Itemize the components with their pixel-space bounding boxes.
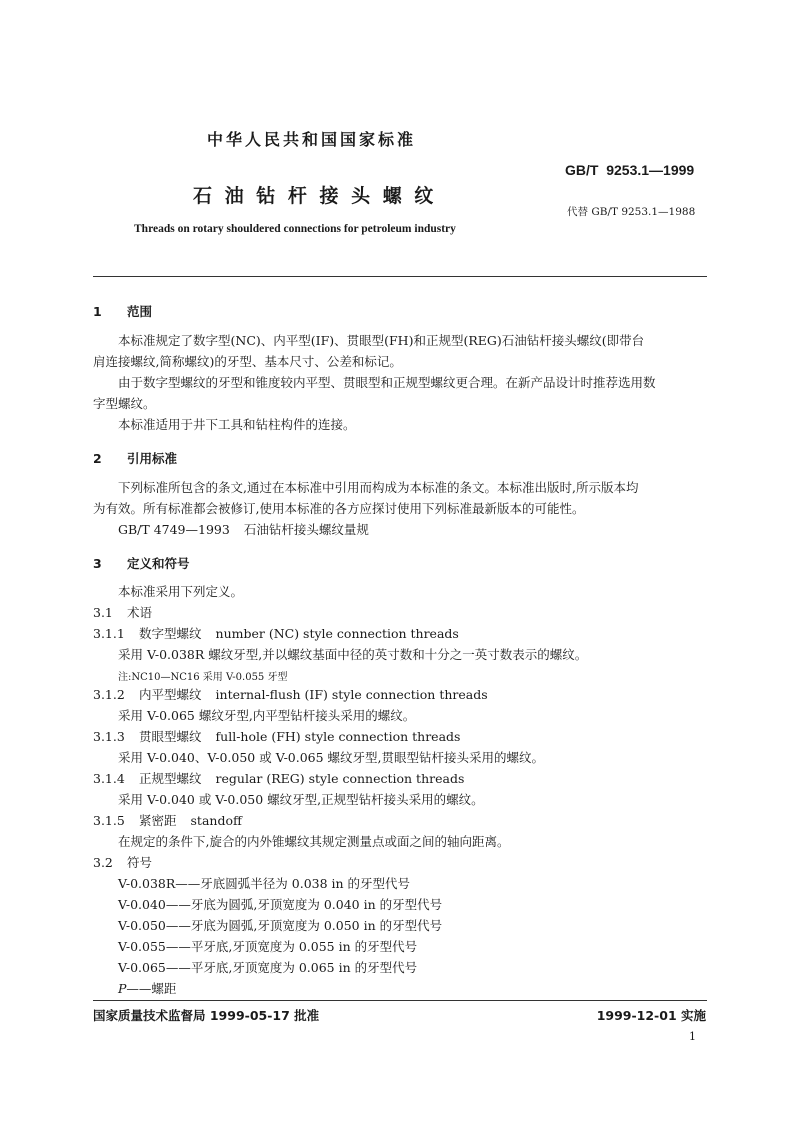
referenced-standard — [118, 520, 369, 540]
definition-number: 3.1.3 — [93, 729, 125, 744]
implementation-date: 1999-12-01 实施 — [596, 1008, 706, 1023]
subsection-3-2 — [93, 853, 152, 873]
section-2-heading — [93, 449, 177, 467]
definition-3-1-1-heading — [93, 624, 459, 644]
definition-number: 3.1.4 — [93, 771, 125, 786]
footer-divider — [93, 1000, 707, 1001]
subsection-3-1 — [93, 603, 152, 623]
definition-term-en: regular (REG) style connection threads — [215, 771, 465, 786]
definition-term-en: full-hole (FH) style connection threads — [215, 729, 461, 744]
definition-3-1-5-heading — [93, 811, 242, 831]
definition-term: 紧密距 — [139, 813, 177, 828]
document-title-cn: 石 油 钻 杆 接 头 螺 纹 — [193, 185, 437, 207]
approval-line: 国家质量技术监督局 1999-05-17 批准 — [93, 1008, 320, 1023]
subsection-number: 3.2 — [93, 855, 113, 870]
definition-3-1-3-heading — [93, 727, 460, 747]
definition-term: 内平型螺纹 — [139, 687, 202, 702]
s1-paragraph-1b: 肩连接螺纹,简称螺纹)的牙型、基本尺寸、公差和标记。 — [93, 354, 402, 369]
s1-paragraph-3: 本标准适用于井下工具和钻柱构件的连接。 — [118, 417, 356, 432]
section-number: 3 — [93, 556, 102, 571]
definition-number: 3.1.1 — [93, 626, 125, 641]
symbol-item: V-0.050——牙底为圆弧,牙顶宽度为 0.050 in 的牙型代号 — [118, 918, 443, 933]
section-3-heading — [93, 554, 190, 572]
standard-number: GB/T 9253.1—1999 — [565, 162, 695, 178]
definition-number: 3.1.5 — [93, 813, 125, 828]
ref-code: GB/T 4749—1993 — [118, 522, 230, 537]
definition-3-1-5-desc: 在规定的条件下,旋合的内外锥螺纹其规定测量点或面之间的轴向距离。 — [118, 834, 510, 849]
symbol-item: V-0.065——平牙底,牙顶宽度为 0.065 in 的牙型代号 — [118, 960, 418, 975]
definition-term-en: internal-flush (IF) style connection threads — [215, 687, 488, 702]
s2-paragraph-1a: 下列标准所包含的条文,通过在本标准中引用而构成为本标准的条文。本标准出版时,所示版本均 — [118, 480, 639, 495]
section-title: 范围 — [127, 304, 153, 319]
definition-3-1-4-heading — [93, 769, 464, 789]
definition-term: 数字型螺纹 — [139, 626, 202, 641]
definition-3-1-3-desc: 采用 V-0.040、V-0.050 或 V-0.065 螺纹牙型,贯眼型钻杆接头采用的螺纹。 — [118, 750, 545, 765]
s1-paragraph-1a: 本标准规定了数字型(NC)、内平型(IF)、贯眼型(FH)和正规型(REG)石油钻杆接头螺纹(即带台 — [118, 333, 645, 348]
definition-term-en: number (NC) style connection threads — [215, 626, 459, 641]
definition-3-1-1-note: 注:NC10—NC16 采用 V-0.055 牙型 — [118, 672, 288, 683]
s2-paragraph-1b: 为有效。所有标准都会被修订,使用本标准的各方应探讨使用下列标准最新版本的可能性。 — [93, 501, 585, 516]
definition-3-1-2-heading — [93, 685, 488, 705]
subsection-title: 符号 — [127, 855, 153, 870]
section-number: 1 — [93, 304, 102, 319]
s1-paragraph-2a: 由于数字型螺纹的牙型和锥度较内平型、贯眼型和正规型螺纹更合理。在新产品设计时推荐选用数 — [118, 375, 656, 390]
page-number: 1 — [689, 1030, 696, 1043]
definition-3-1-2-desc: 采用 V-0.065 螺纹牙型,内平型钻杆接头采用的螺纹。 — [118, 708, 416, 723]
replaces-standard: 代替 GB/T 9253.1—1988 — [567, 206, 696, 218]
definition-term: 正规型螺纹 — [139, 771, 202, 786]
ref-title: 石油钻杆接头螺纹量规 — [243, 522, 369, 537]
subsection-title: 术语 — [127, 605, 153, 620]
symbol-item: V-0.040——牙底为圆弧,牙顶宽度为 0.040 in 的牙型代号 — [118, 897, 443, 912]
s1-paragraph-2b: 字型螺纹。 — [93, 396, 156, 411]
pitch-desc: ——螺距 — [126, 981, 177, 996]
definition-term-en: standoff — [190, 813, 242, 828]
definition-3-1-1-desc: 采用 V-0.038R 螺纹牙型,并以螺纹基面中径的英寸数和十分之一英寸数表示的螺纹。 — [118, 647, 588, 662]
section-number: 2 — [93, 451, 102, 466]
header-divider — [93, 276, 707, 277]
pitch-symbol: P — [118, 981, 127, 996]
definition-term: 贯眼型螺纹 — [139, 729, 202, 744]
document-title-en: Threads on rotary shouldered connections for petroleum industry — [134, 223, 456, 235]
section-title: 定义和符号 — [127, 556, 190, 571]
subsection-number: 3.1 — [93, 605, 113, 620]
symbol-item: V-0.055——平牙底,牙顶宽度为 0.055 in 的牙型代号 — [118, 939, 418, 954]
definition-number: 3.1.2 — [93, 687, 125, 702]
section-1-heading — [93, 302, 152, 320]
section-title: 引用标准 — [127, 451, 178, 466]
symbol-item-pitch — [118, 979, 176, 999]
s3-intro: 本标准采用下列定义。 — [118, 584, 244, 599]
definition-3-1-4-desc: 采用 V-0.040 或 V-0.050 螺纹牙型,正规型钻杆接头采用的螺纹。 — [118, 792, 484, 807]
symbol-item: V-0.038R——牙底圆弧半径为 0.038 in 的牙型代号 — [118, 876, 411, 891]
national-standard-heading: 中华人民共和国国家标准 — [207, 130, 417, 149]
